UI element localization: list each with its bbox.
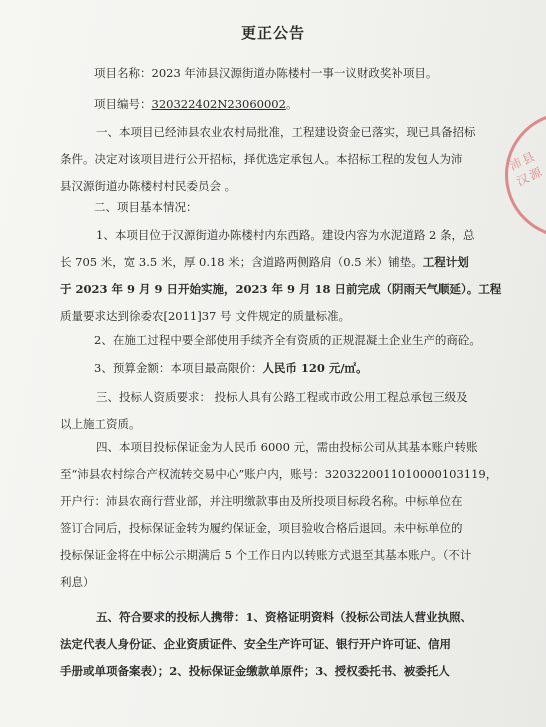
project-name: 项目名称：2023 年沛县汉源街道办陈楼村一事一议财政奖补项目。 [94,66,438,80]
section-3: 三、投标人资质要求： 投标人具有公路工程或市政公用工程总承包三级及 以上施工资质。 [60,390,468,431]
section-2-item-2: 2、在施工过程中要全部使用手续齐全有资质的正规混凝土企业生产的商砼。 [94,333,481,347]
section-5: 五、符合要求的投标人携带：1、资格证明资料（投标公司法人营业执照、 法定代表人身份证、企业资质证件、安全生产许可证、银行开户许可证、信用 手册或单项备案表）；2、投标保证金缴款单原件；3、授权委托书、被委托人 [60,610,472,678]
project-number: 项目编号：320322402N23060002。 [94,97,298,111]
section-2-heading: 二、项目基本情况： [94,200,198,214]
seal-text: 沛县汉源 [507,148,546,189]
section-2-item-3: 3、预算金额：本项目最高限价：人民币 120 元/㎡。 [94,361,368,375]
section-4: 四、本项目投标保证金为人民币 6000 元，需由投标公司从其基本账户转账 至“沛县农村综合产权流转交易中心”账户内，账号：32032200110100001031​19， 开户行：沛县农商行营业部，并注明缴款事由及所投项目标段名称。中标单位在 签订合同后，投标保证金转为履约保证金，项目验收合格后退回。未中标单位的 投标保证金将在中标公示期满后 5 个工作日内以转账方式退至其基本账户。（不计 利息） [60,440,498,589]
page-title: 更正公告 [240,24,305,42]
section-2-item-1: 1、本项目位于汉源街道办陈楼村内东西路。建设内容为水泥道路 2 条，总 长 705 米，宽 3.5 米，厚 0.18 米；含道路两侧路肩（0.5 米）铺垫。工程计划 于 2023 年 9 月 9 日开始实施，2023 年 9 月 18 日前完成（阴雨天气顺延）。工程 质量要求达到徐委农[2011]37 号 文件规定的质量标准。 [60,228,502,323]
section-1: 一、本项目已经沛县农业农村局批准，工程建设资金已落实，现已具备招标 条件。决定对该项目进行公开招标，择优选定承包人。本招标工程的发包人为沛 县汉源街道办陈楼村村民委员会 。 [60,125,476,193]
